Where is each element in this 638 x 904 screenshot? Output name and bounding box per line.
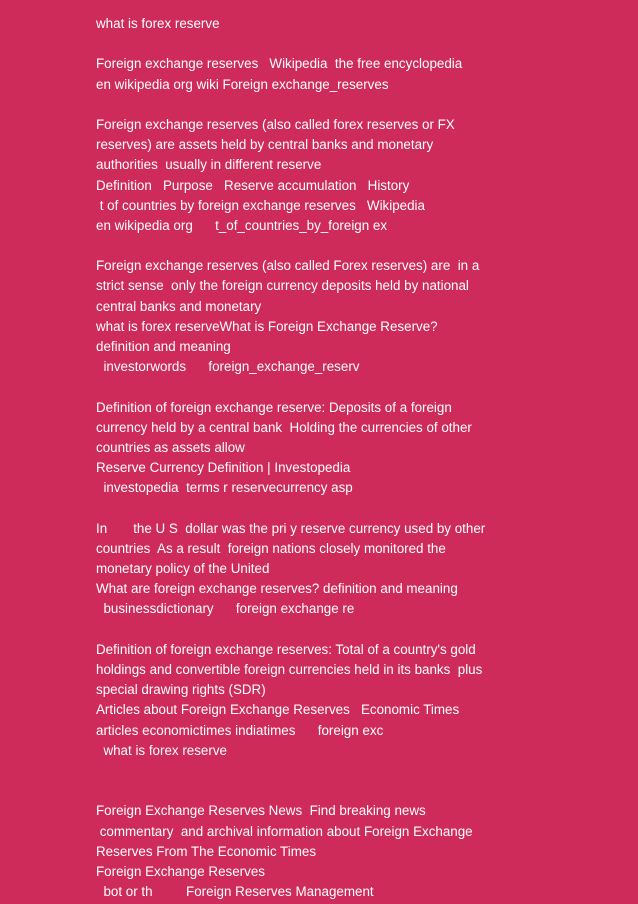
paragraph-gap <box>96 377 536 397</box>
text-line: holdings and convertible foreign currencies held in its banks plus <box>96 662 483 677</box>
paragraph-gap <box>96 620 536 640</box>
document-text <box>96 14 536 902</box>
text-line: strict sense only the foreign currency deposits held by national <box>96 278 469 294</box>
paragraph-gap <box>96 34 536 54</box>
text-line: What are foreign exchange reserves? definition and meaning <box>96 581 458 597</box>
text-line: investorwords foreign_exchange_reserv <box>96 359 360 375</box>
text-line: investopedia terms r reservecurrency asp <box>96 480 353 496</box>
heading-line: what is forex reserve <box>96 16 220 31</box>
text-line: Foreign exchange reserves (also called Forex reserves) are in a <box>96 258 480 274</box>
text-line: commentary and archival information about Foreign Exchange <box>96 823 473 839</box>
paragraph <box>96 54 536 94</box>
paragraph-gap <box>96 499 536 519</box>
text-line: Reserves From The Economic Times <box>96 843 317 859</box>
paragraph <box>96 519 536 620</box>
text-line: businessdictionary foreign exchange re <box>96 601 355 617</box>
paragraph-gap <box>96 761 536 801</box>
text-line: central banks and monetary <box>96 298 262 314</box>
text-line: Definition Purpose Reserve accumulation History <box>96 177 410 193</box>
text-line: Definition of foreign exchange reserves: Total of a country's gold <box>96 641 476 657</box>
text-line: Foreign Exchange Reserves News Find breaking news <box>96 803 426 819</box>
text-line: Reserve Currency Definition | Investopedia <box>96 460 351 476</box>
text-line: reserves) are assets held by central banks and monetary <box>96 137 434 153</box>
text-line: articles economictimes indiatimes foreign exc <box>96 722 384 738</box>
text-line: authorities usually in different reserve <box>96 157 322 173</box>
text-line: t of countries by foreign exchange reserves Wikipedia <box>96 197 425 213</box>
text-line: Foreign Exchange Reserves <box>96 863 265 879</box>
text-line: currency held by a central bank Holding the currencies of other <box>96 419 472 435</box>
text-line: definition and meaning <box>96 339 231 354</box>
text-line: Foreign exchange reserves (also called forex reserves or FX <box>96 116 455 132</box>
text-line: bot or th Foreign Reserves Management <box>96 884 374 900</box>
text-line: countries as assets allow <box>96 439 245 455</box>
paragraph-gap <box>96 95 536 115</box>
paragraph <box>96 14 536 34</box>
text-line: what is forex reserveWhat is Foreign Exchange Reserve? <box>96 318 438 334</box>
text-line: what is forex reserve <box>96 742 227 758</box>
text-line: Foreign exchange reserves Wikipedia the free encyclopedia <box>96 56 463 72</box>
text-line: Definition of foreign exchange reserve: Deposits of a foreign <box>96 399 452 415</box>
paragraph <box>96 398 536 499</box>
paragraph <box>96 801 536 902</box>
text-line: monetary policy of the United <box>96 561 270 577</box>
text-line: In the U S dollar was the pri y reserve currency used by other <box>96 520 486 536</box>
paragraph <box>96 115 536 236</box>
text-line: en wikipedia org t_of_countries_by_foreign ex <box>96 217 388 233</box>
paragraph <box>96 256 536 377</box>
text-line: Articles about Foreign Exchange Reserves Economic Times <box>96 702 460 718</box>
paragraph-gap <box>96 236 536 256</box>
paragraph <box>96 640 536 761</box>
text-line: countries As a result foreign nations closely monitored the <box>96 540 446 556</box>
text-line: en wikipedia org wiki Foreign exchange_reserves <box>96 76 389 92</box>
text-line: special drawing rights (SDR) <box>96 682 266 698</box>
